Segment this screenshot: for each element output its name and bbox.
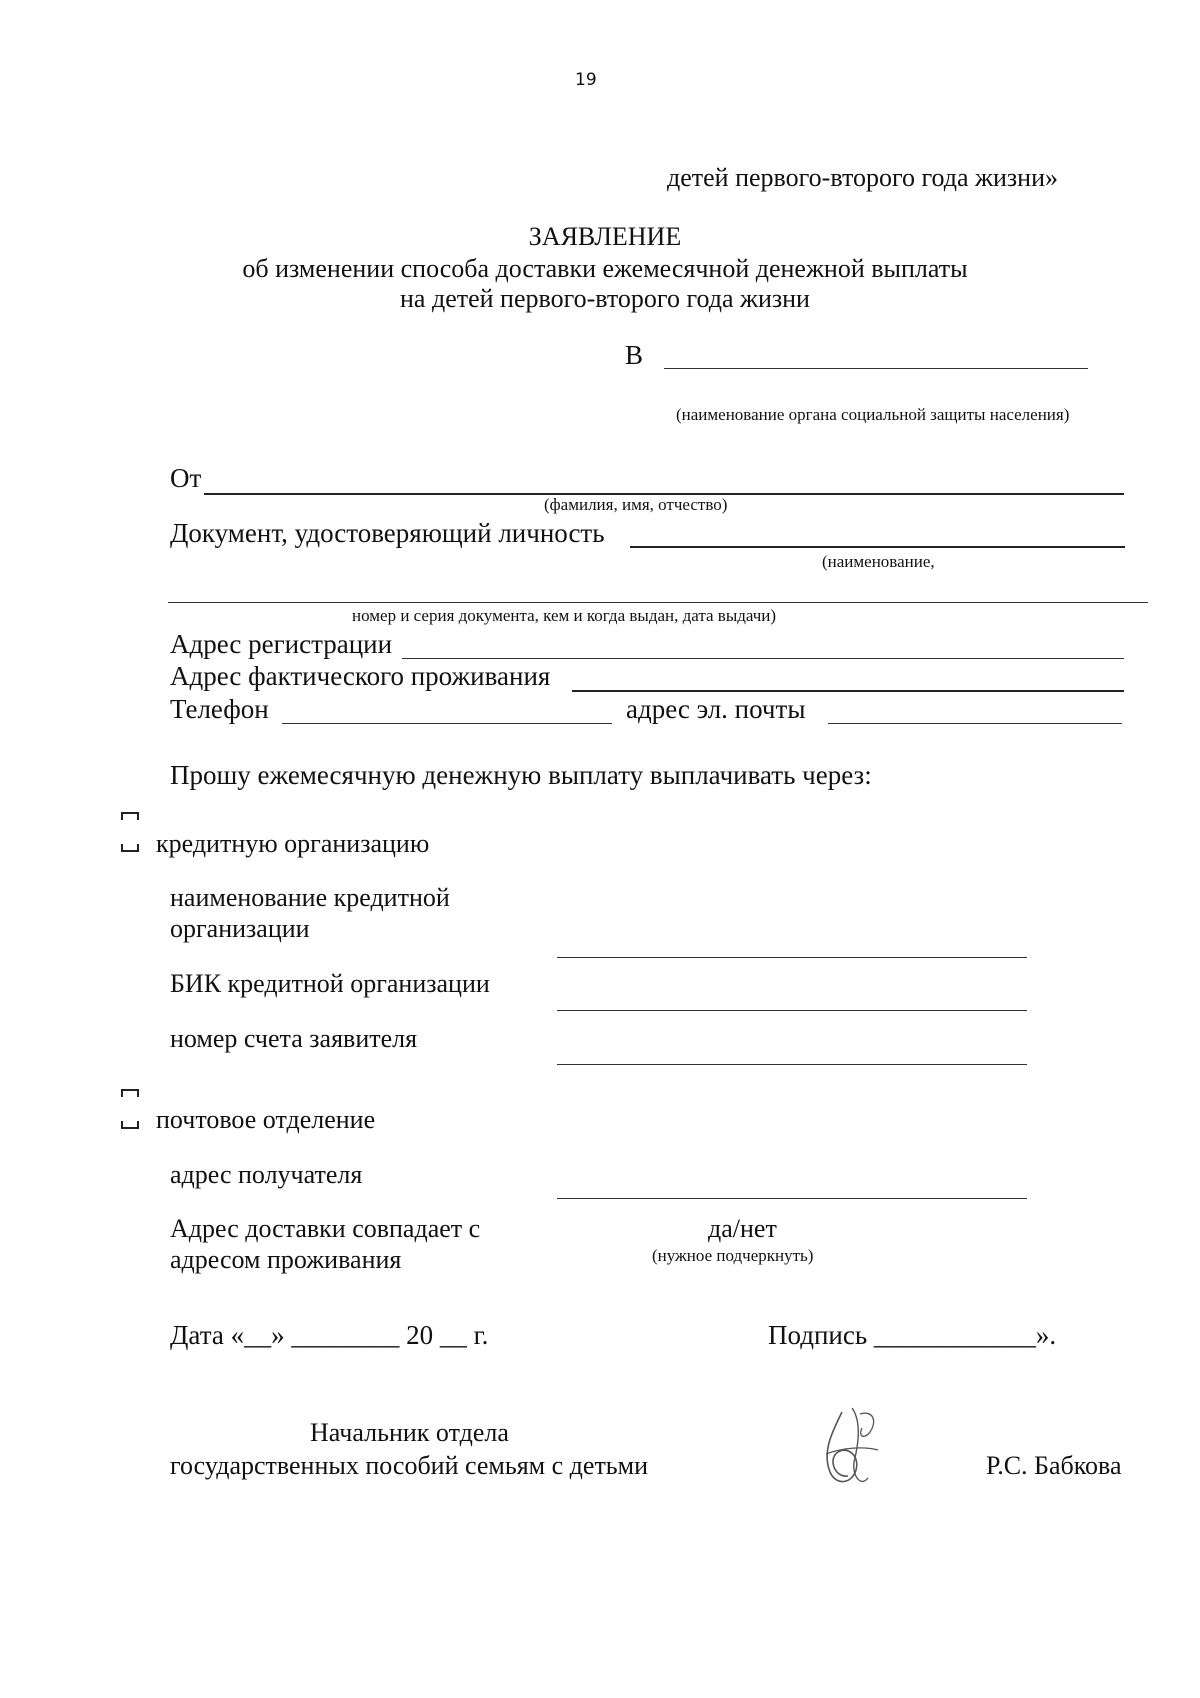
account-field[interactable]: [557, 1064, 1027, 1065]
delivery-match-label-1: Адрес доставки совпадает с: [170, 1214, 481, 1243]
id-document-details-field[interactable]: [168, 602, 1148, 603]
yes-no-choice[interactable]: да/нет: [708, 1214, 777, 1243]
registration-address-field[interactable]: [402, 658, 1124, 659]
account-label: номер счета заявителя: [170, 1024, 418, 1053]
recipient-address-field[interactable]: [557, 1198, 1027, 1199]
id-document-caption-1: (наименование,: [822, 552, 935, 571]
signer-title-1: Начальник отдела: [310, 1418, 509, 1447]
bik-field[interactable]: [557, 1010, 1027, 1011]
document-subtitle-line2: на детей первого-второго года жизни: [400, 284, 810, 313]
email-field[interactable]: [828, 723, 1122, 724]
id-document-field[interactable]: [630, 546, 1125, 548]
yes-no-caption: (нужное подчеркнуть): [652, 1246, 814, 1265]
delivery-match-label-2: адресом проживания: [170, 1245, 402, 1274]
credit-name-field[interactable]: [557, 957, 1027, 958]
to-prefix: В: [625, 340, 644, 370]
actual-address-label: Адрес фактического проживания: [170, 661, 551, 691]
to-body-caption: (наименование органа социальной защиты населения): [676, 405, 1070, 424]
credit-organization-checkbox[interactable]: [121, 812, 139, 852]
id-document-label: Документ, удостоверяющий личность: [170, 518, 605, 548]
signer-name: Р.С. Бабкова: [986, 1451, 1122, 1480]
post-office-option: почтовое отделение: [156, 1105, 376, 1134]
document-title: ЗАЯВЛЕНИЕ: [528, 222, 682, 251]
page-number: 19: [575, 70, 597, 90]
post-office-checkbox[interactable]: [121, 1089, 139, 1129]
email-label: адрес эл. почты: [626, 694, 806, 724]
registration-address-label: Адрес регистрации: [170, 629, 393, 659]
bik-label: БИК кредитной организации: [170, 969, 490, 998]
to-body-field[interactable]: [664, 368, 1088, 369]
recipient-address-label: адрес получателя: [170, 1160, 363, 1189]
actual-address-field[interactable]: [572, 690, 1124, 692]
phone-field[interactable]: [282, 723, 612, 724]
date-field[interactable]: Дата «__» ________ 20 __ г.: [170, 1320, 489, 1350]
signer-title-2: государственных пособий семьям с детьми: [170, 1451, 649, 1480]
phone-label: Телефон: [170, 694, 269, 724]
credit-organization-option: кредитную организацию: [156, 829, 430, 858]
header-tail: детей первого-второго года жизни»: [667, 163, 1058, 192]
from-label: От: [170, 463, 202, 493]
id-document-caption-2: номер и серия документа, кем и когда выдан, дата выдачи): [352, 606, 777, 625]
credit-name-label-1: наименование кредитной: [170, 883, 450, 912]
document-subtitle-line1: об изменении способа доставки ежемесячной денежной выплаты: [242, 254, 968, 283]
signature-field[interactable]: Подпись ____________».: [768, 1320, 1057, 1350]
request-text: Прошу ежемесячную денежную выплату выплачивать через:: [170, 760, 872, 790]
credit-name-label-2: организации: [170, 914, 310, 943]
handwritten-signature: [812, 1402, 884, 1494]
full-name-caption: (фамилия, имя, отчество): [544, 495, 728, 514]
